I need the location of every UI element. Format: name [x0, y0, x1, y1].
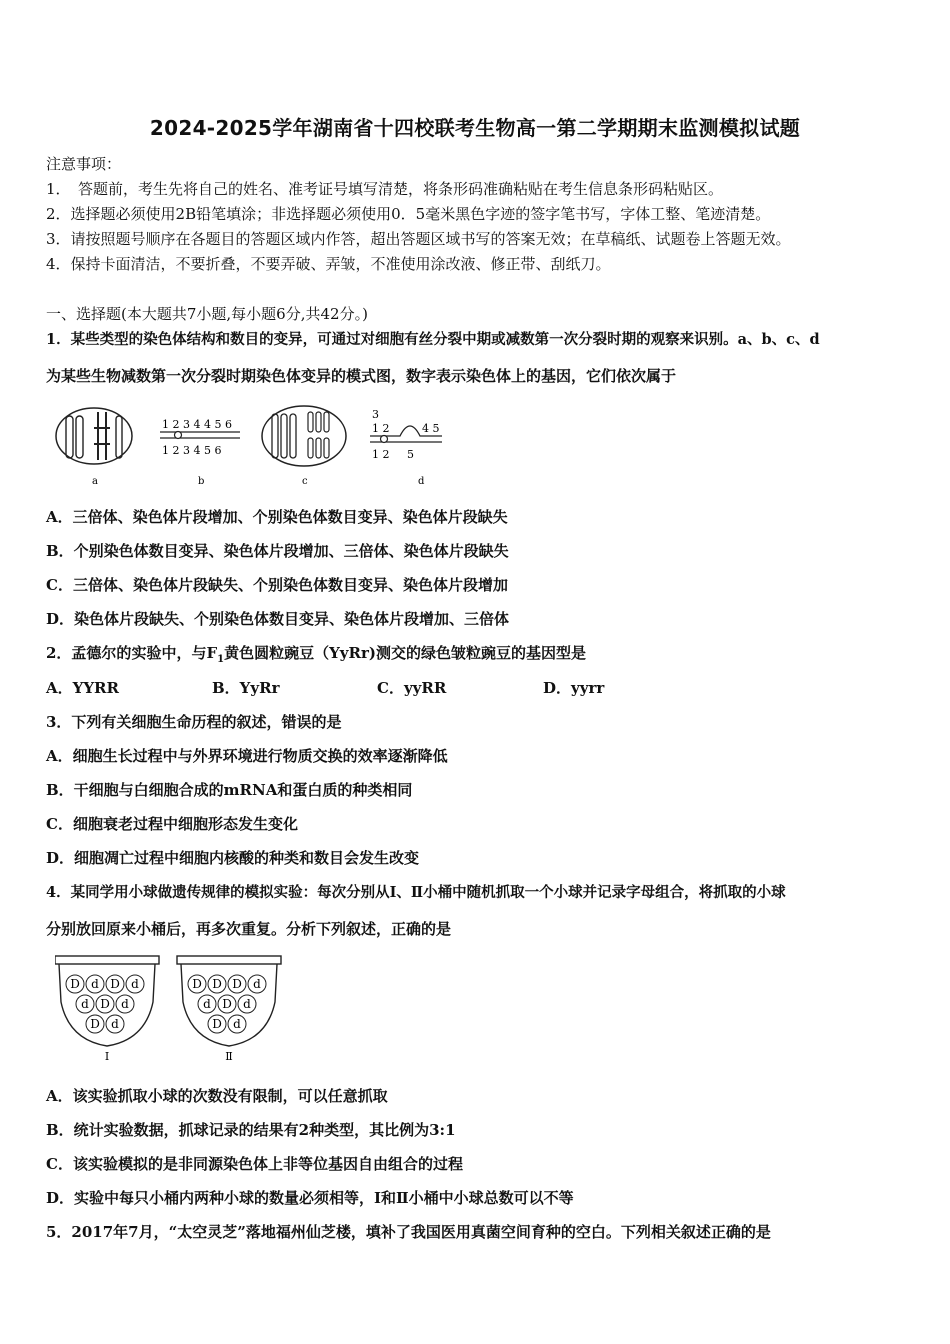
- figure-label-b: b: [198, 476, 205, 487]
- notice-item: 1． 答题前，考生先将自己的姓名、准考证号填写清楚，将条形码准确粘贴在考生信息条形码粘贴区。: [46, 180, 724, 198]
- question-4-option-a[interactable]: A．该实验抓取小球的次数没有限制，可以任意抓取: [46, 1087, 388, 1105]
- ball-d: d: [81, 997, 89, 1011]
- question-5-stem: 5．2017年7月，“太空灵芝”落地福州仙芝楼，填补了我国医用真菌空间育种的空白。下列相关叙述正确的是: [46, 1223, 771, 1241]
- notice-item: 2．选择题必须使用2B铅笔填涂；非选择题必须使用0．5毫米黑色字迹的签字笔书写，字体工整、笔迹清楚。: [46, 205, 771, 223]
- figure-d-top-left-genes: 1 2: [372, 422, 390, 435]
- figure-d-bottom-genes: 1 2 5: [372, 448, 414, 461]
- bucket-1: [55, 956, 159, 1062]
- figure-c-cell: [262, 406, 346, 466]
- ball-D: D: [110, 977, 120, 991]
- question-2-option-a[interactable]: A．YYRR: [46, 679, 119, 697]
- question-2-options: [46, 677, 746, 697]
- ball-D: D: [222, 997, 232, 1011]
- ball-D: D: [212, 977, 222, 991]
- question-3-option-b[interactable]: B．干细胞与白细胞合成的mRNA和蛋白质的种类相同: [46, 781, 413, 799]
- figure-label-c: c: [302, 476, 308, 487]
- bucket-1-label: Ⅰ: [104, 1050, 110, 1062]
- notice-item: 3．请按照题号顺序在各题目的答题区域内作答，超出答题区域书写的答案无效；在草稿纸、试题卷上答题无效。: [46, 230, 791, 248]
- figure-d-chromosome: [370, 408, 442, 461]
- bucket-figure: [55, 952, 285, 1062]
- figure-d-top-right-genes: 4 5: [422, 422, 440, 435]
- question-4-option-b[interactable]: B．统计实验数据，抓球记录的结果有2种类型，其比例为3:1: [46, 1121, 456, 1139]
- ball-d: d: [253, 977, 261, 991]
- question-4-option-d[interactable]: D．实验中每只小桶内两种小球的数量必须相等，Ⅰ和Ⅱ小桶中小球总数可以不等: [46, 1189, 574, 1207]
- figure-label-a: a: [92, 476, 98, 487]
- question-4-option-c[interactable]: C．该实验模拟的是非同源染色体上非等位基因自由组合的过程: [46, 1155, 463, 1173]
- ball-D: D: [100, 997, 110, 1011]
- question-2-option-d[interactable]: D．yyrr: [543, 679, 605, 697]
- figure-b-bottom-genes: 1 2 3 4 5 6: [162, 444, 222, 457]
- question-3-option-d[interactable]: D．细胞凋亡过程中细胞内核酸的种类和数目会发生改变: [46, 849, 420, 867]
- question-2-option-c[interactable]: C．yyRR: [377, 679, 447, 697]
- question-3-option-c[interactable]: C．细胞衰老过程中细胞形态发生变化: [46, 815, 298, 833]
- ball-d: d: [203, 997, 211, 1011]
- figure-a-cell: [56, 408, 132, 464]
- ball-d: d: [111, 1017, 119, 1031]
- ball-D: D: [212, 1017, 222, 1031]
- question-2-stem: [46, 642, 586, 665]
- question-1-stem-line2: 为某些生物减数第一次分裂时期染色体变异的模式图，数字表示染色体上的基因，它们依次属于: [46, 367, 677, 385]
- figure-d-loop-gene: 3: [372, 408, 379, 421]
- figure-b-top-genes: 1 2 3 4 4 5 6: [162, 418, 232, 431]
- question-3-stem: 3．下列有关细胞生命历程的叙述，错误的是: [46, 713, 342, 731]
- ball-d: d: [243, 997, 251, 1011]
- bucket-2-label: Ⅱ: [225, 1050, 233, 1062]
- question-2-stem-pre: 2．孟德尔的实验中，与F: [46, 644, 218, 662]
- bucket-2: [177, 956, 281, 1062]
- question-4-stem-line1: 4．某同学用小球做遗传规律的模拟实验：每次分别从Ⅰ、Ⅱ小桶中随机抓取一个小球并记录字母组合，将抓取的小球: [46, 884, 786, 901]
- question-2-stem-subscript: 1: [217, 654, 225, 665]
- notice-heading: 注意事项：: [46, 155, 122, 173]
- question-1-option-c[interactable]: C．三倍体、染色体片段缺失、个别染色体数目变异、染色体片段增加: [46, 576, 508, 594]
- ball-d: d: [233, 1017, 241, 1031]
- ball-D: D: [232, 977, 242, 991]
- question-1-option-a[interactable]: A．三倍体、染色体片段增加、个别染色体数目变异、染色体片段缺失: [46, 508, 508, 526]
- ball-D: D: [90, 1017, 100, 1031]
- question-3-option-a[interactable]: A．细胞生长过程中与外界环境进行物质交换的效率逐渐降低: [46, 747, 448, 765]
- ball-D: D: [192, 977, 202, 991]
- ball-d: d: [121, 997, 129, 1011]
- question-4-stem-line2: 分别放回原来小桶后，再多次重复。分析下列叙述，正确的是: [46, 920, 452, 938]
- ball-D: D: [70, 977, 80, 991]
- ball-d: d: [91, 977, 99, 991]
- section-heading: 一、选择题(本大题共7小题,每小题6分,共42分。): [46, 305, 368, 323]
- figure-label-d: d: [418, 476, 425, 487]
- question-1-option-b[interactable]: B．个别染色体数目变异、染色体片段增加、三倍体、染色体片段缺失: [46, 542, 509, 560]
- figure-b-chromosome: [160, 418, 240, 457]
- question-2-stem-post: 黄色圆粒豌豆（YyRr)测交的绿色皱粒豌豆的基因型是: [224, 644, 586, 662]
- question-2-option-b[interactable]: B．YyRr: [212, 679, 280, 697]
- ball-d: d: [131, 977, 139, 991]
- notice-item: 4．保持卡面清洁，不要折叠，不要弄破、弄皱，不准使用涂改液、修正带、刮纸刀。: [46, 255, 611, 273]
- chromosome-variation-figure: [50, 398, 450, 490]
- question-1-option-d[interactable]: D．染色体片段缺失、个别染色体数目变异、染色体片段增加、三倍体: [46, 610, 510, 628]
- question-1-stem-line1: 1．某些类型的染色体结构和数目的变异，可通过对细胞有丝分裂中期或减数第一次分裂时期的观察来识别。a、b、c、d: [46, 331, 820, 348]
- page-title: 2024-2025学年湖南省十四校联考生物高一第二学期期末监测模拟试题: [149, 116, 801, 140]
